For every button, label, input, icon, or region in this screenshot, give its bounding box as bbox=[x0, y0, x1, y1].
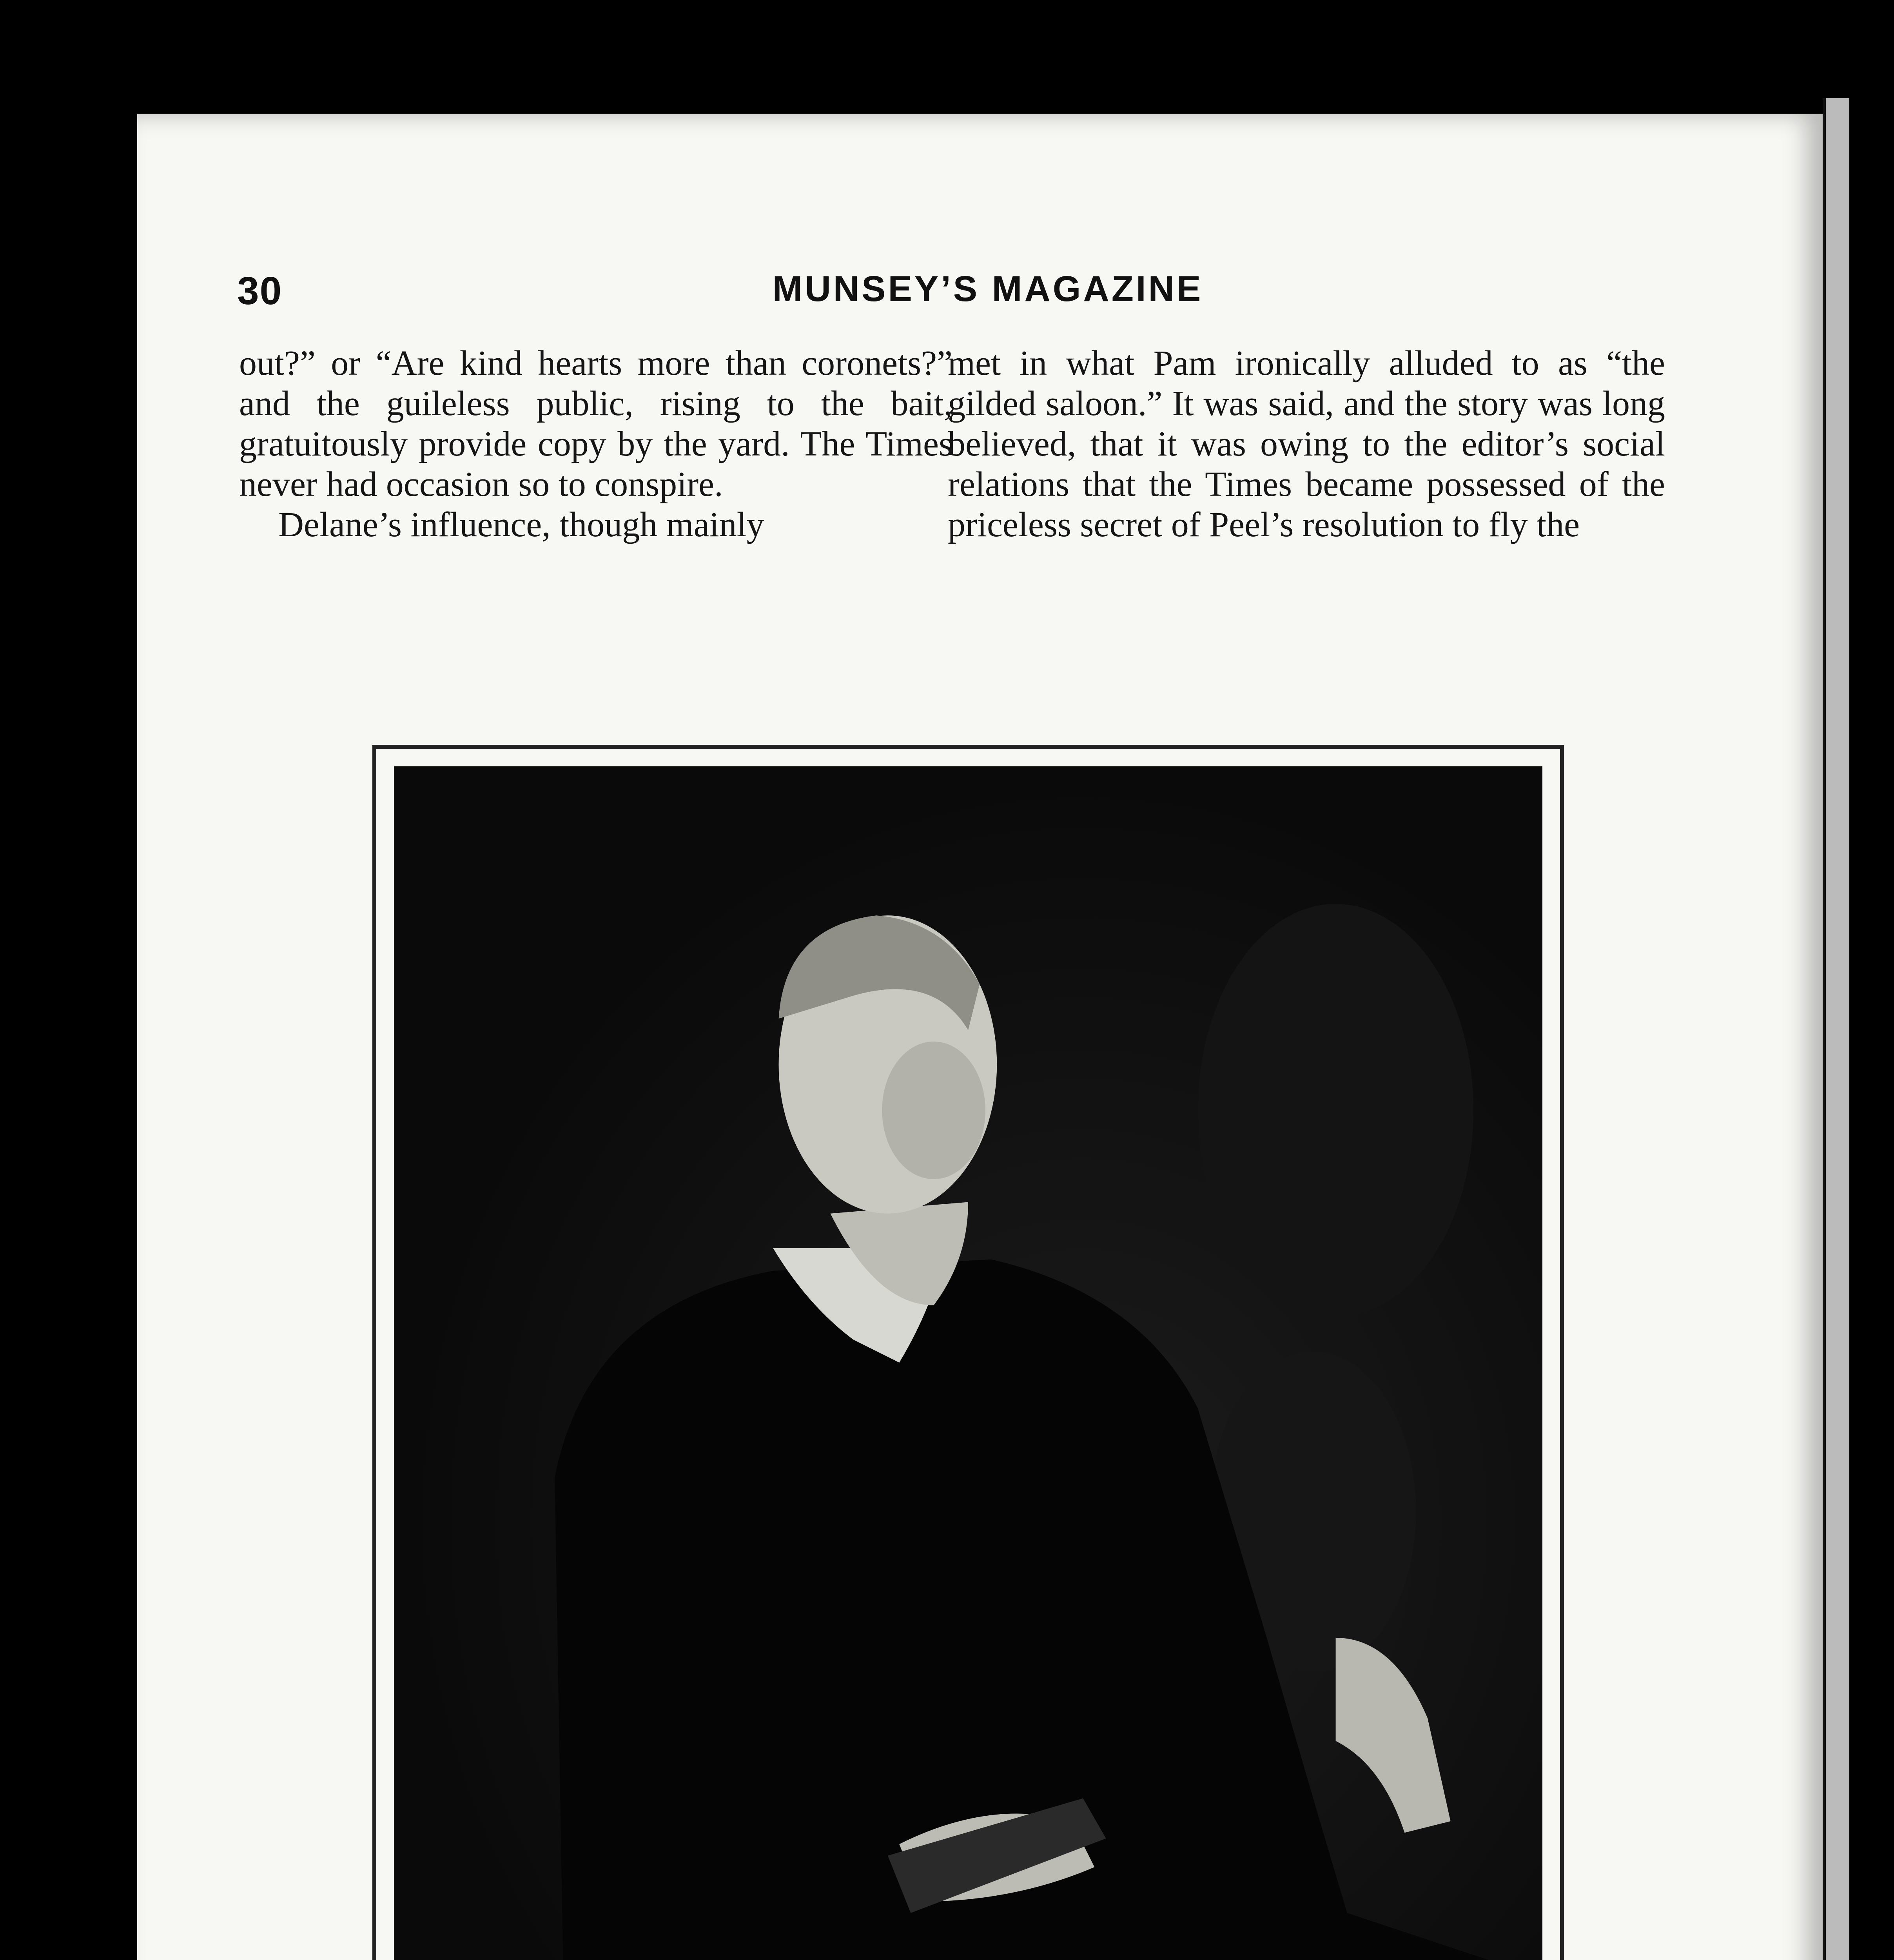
paragraph: out?” or “Are kind hearts more than coronets?” and the guileless public, rising to the bait, gratuitously provide copy by the yard. The Times never had occasion so to conspire. bbox=[239, 344, 952, 504]
magazine-page bbox=[137, 114, 1823, 1960]
text-column-top-left bbox=[239, 343, 952, 545]
running-head: MUNSEY’S MAGAZINE bbox=[772, 269, 1203, 309]
page-number: 30 bbox=[237, 269, 283, 313]
paragraph: Delane’s influence, though mainly bbox=[278, 505, 764, 544]
text-column-top-right bbox=[948, 343, 1665, 545]
paragraph: met in what Pam ironically alluded to as “the gilded saloon.” It was said, and the story was long believed, that it was owing to the editor’s social relations that the Times became possessed of the priceless secret of Peel’s resolution to fly the bbox=[948, 344, 1665, 544]
page-header bbox=[137, 269, 1823, 323]
seated-man-portrait-image bbox=[394, 766, 1542, 1960]
portrait-photo bbox=[394, 766, 1542, 1960]
portrait-frame bbox=[372, 745, 1564, 1960]
adjacent-page-edge bbox=[1823, 98, 1849, 1960]
